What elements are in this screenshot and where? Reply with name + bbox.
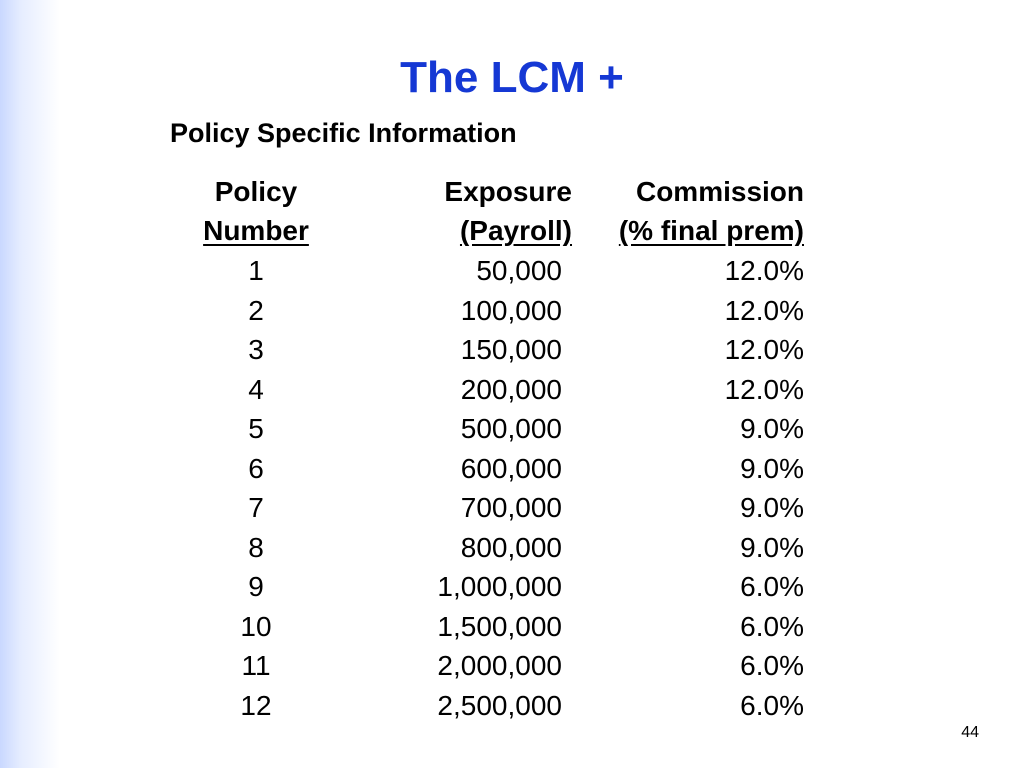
cell-policy: 1 bbox=[248, 255, 264, 286]
cell-policy: 2 bbox=[248, 294, 264, 326]
header-policy-line2 bbox=[176, 213, 336, 249]
table-row bbox=[0, 648, 1024, 688]
cell-exposure: 800,000 bbox=[460, 531, 562, 563]
cell-exposure: 100,000 bbox=[460, 294, 562, 326]
cell-exposure: 600,000 bbox=[460, 452, 562, 484]
cell-policy: 12 bbox=[240, 689, 272, 721]
cell-policy: 7 bbox=[248, 492, 264, 523]
cell-commission: 6.0% bbox=[740, 650, 804, 681]
cell-commission: 6.0% bbox=[740, 610, 804, 642]
table-row bbox=[0, 253, 1024, 293]
cell-commission: 6.0% bbox=[740, 689, 804, 721]
cell-exposure: 2,000,000 bbox=[437, 650, 562, 681]
cell-exposure: 1,500,000 bbox=[437, 610, 562, 642]
cell-policy: 9 bbox=[248, 571, 264, 602]
table-row bbox=[0, 569, 1024, 609]
cell-commission: 9.0% bbox=[740, 452, 804, 484]
table-row bbox=[0, 293, 1024, 333]
cell-policy: 6 bbox=[248, 452, 264, 484]
table-row bbox=[0, 530, 1024, 570]
header-policy-line2-text: Number bbox=[203, 215, 309, 246]
cell-commission: 6.0% bbox=[740, 571, 804, 602]
page-number: 44 bbox=[961, 724, 979, 741]
cell-policy: 8 bbox=[248, 531, 264, 563]
cell-commission: 12.0% bbox=[724, 334, 804, 365]
cell-commission: 9.0% bbox=[740, 531, 804, 563]
cell-policy: 4 bbox=[248, 373, 264, 405]
cell-commission: 9.0% bbox=[740, 492, 804, 523]
cell-exposure: 2,500,000 bbox=[437, 689, 562, 721]
header-exposure-line2-text: (Payroll) bbox=[459, 215, 572, 246]
cell-exposure: 150,000 bbox=[460, 334, 562, 365]
table-row bbox=[0, 451, 1024, 491]
header-exposure-line1: Exposure bbox=[444, 176, 572, 207]
table-row bbox=[0, 688, 1024, 728]
table-row bbox=[0, 411, 1024, 451]
cell-commission: 9.0% bbox=[740, 413, 804, 444]
cell-commission: 12.0% bbox=[724, 255, 804, 286]
cell-exposure: 500,000 bbox=[460, 413, 562, 444]
cell-exposure: 1,000,000 bbox=[437, 571, 562, 602]
cell-commission: 12.0% bbox=[724, 294, 804, 326]
slide-subtitle: Policy Specific Information bbox=[170, 118, 517, 148]
header-commission-line2-text: (% final prem) bbox=[618, 215, 804, 246]
cell-policy: 3 bbox=[248, 334, 264, 365]
cell-policy: 10 bbox=[240, 610, 272, 642]
header-commission-line2 bbox=[584, 213, 804, 249]
header-commission-line1: Commission bbox=[635, 176, 804, 207]
table-body bbox=[0, 253, 1024, 727]
header-exposure-line2 bbox=[382, 213, 572, 249]
header-policy-line1: Policy bbox=[214, 176, 298, 207]
cell-exposure: 700,000 bbox=[460, 492, 562, 523]
table-row bbox=[0, 609, 1024, 649]
table-row bbox=[0, 372, 1024, 412]
slide-title: The LCM + bbox=[400, 53, 624, 102]
cell-policy: 11 bbox=[241, 650, 271, 681]
cell-commission: 12.0% bbox=[724, 373, 804, 405]
table-row bbox=[0, 490, 1024, 530]
cell-policy: 5 bbox=[248, 413, 264, 444]
cell-exposure: 50,000 bbox=[476, 255, 562, 286]
cell-exposure: 200,000 bbox=[460, 373, 562, 405]
table-row bbox=[0, 332, 1024, 372]
